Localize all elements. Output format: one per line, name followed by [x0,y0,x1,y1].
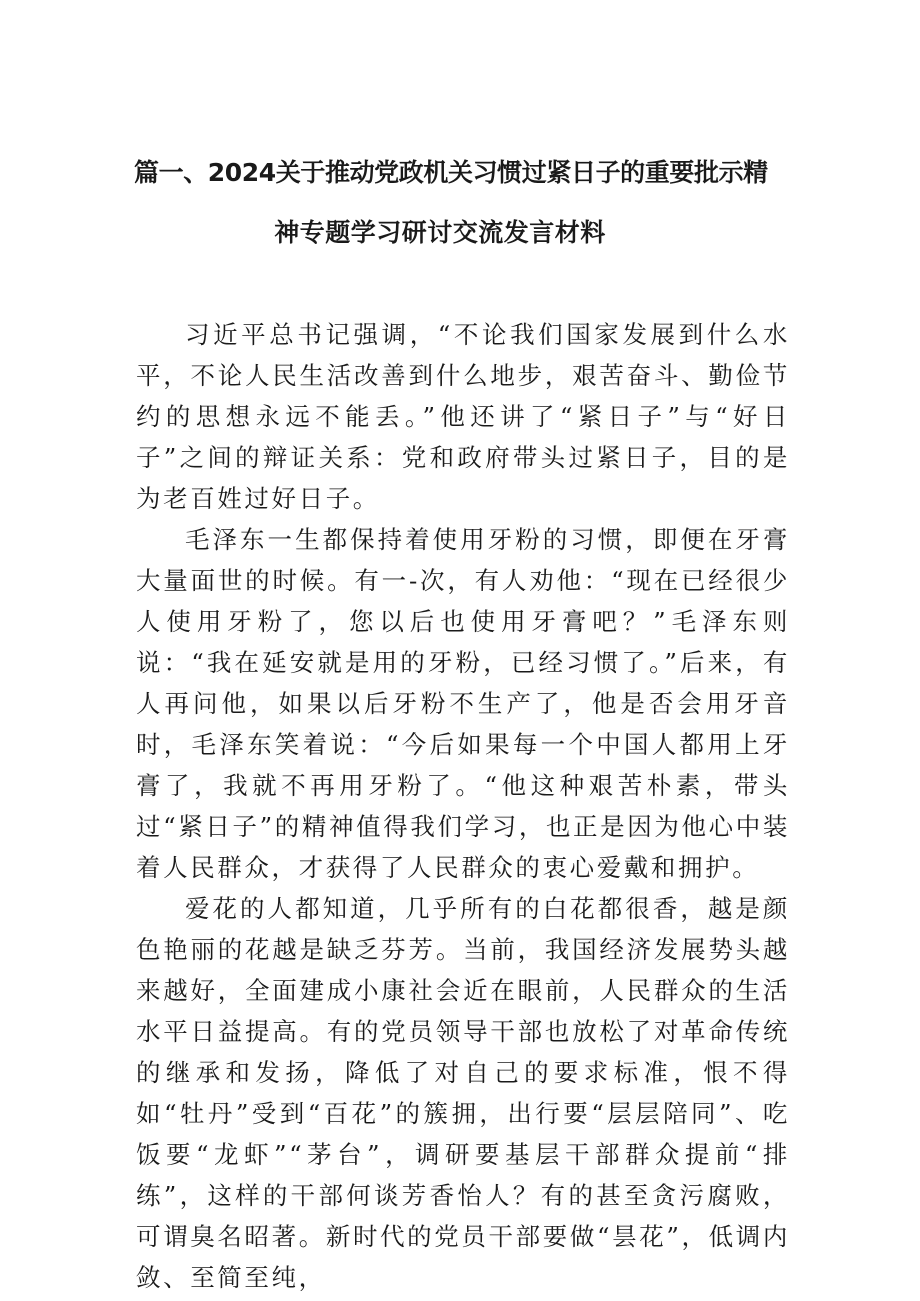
document-title-line-1: 篇一、2024关于推动党政机关习惯过紧日子的重要批示精 [134,158,768,187]
paragraph-2: 毛泽东一生都保持着使用牙粉的习惯，即便在牙膏大量面世的时候。有一-次，有人劝他：“现在已经很少人使用牙粉了，您以后也使用牙膏吧？”毛泽东则说：“我在延安就是用的牙粉，已经习惯了。”后来，有人再问他，如果以后牙粉不生产了，他是否会用牙音时，毛泽东笑着说：“今后如果每一个中国人都用上牙膏了，我就不再用牙粉了。“他这种艰苦朴素，带头过“紧日子”的精神值得我们学习，也正是因为他心中装着人民群众，才获得了人民群众的衷心爱戴和拥护。 [136,525,790,882]
paragraph-1: 习近平总书记强调，“不论我们国家发展到什么水平，不论人民生活改善到什么地步，艰苦奋斗、勤俭节约的思想永远不能丢。”他还讲了“紧日子”与“好日子”之间的辩证关系：党和政府带头过紧日子，目的是为老百姓过好日子。 [136,320,790,513]
document-title-line-2: 神专题学习研讨交流发言材料 [274,218,606,247]
paragraph-3: 爱花的人都知道，几乎所有的白花都很香，越是颜色艳丽的花越是缺乏芬芳。当前，我国经济发展势头越来越好，全面建成小康社会近在眼前，人民群众的生活水平日益提高。有的党员领导干部也放松了对革命传统的继承和发扬，降低了对自己的要求标准，恨不得如“牡丹”受到“百花”的簇拥，出行要“层层陪同”、吃饭要“龙虾”“茅台”，调研要基层干部群众提前“排练”，这样的干部何谈芳香怡人？有的甚至贪污腐败，可谓臭名昭著。新时代的党员干部要做“昙花”，低调内敛、至简至纯， [136,894,790,1292]
document-body [136,314,790,1298]
